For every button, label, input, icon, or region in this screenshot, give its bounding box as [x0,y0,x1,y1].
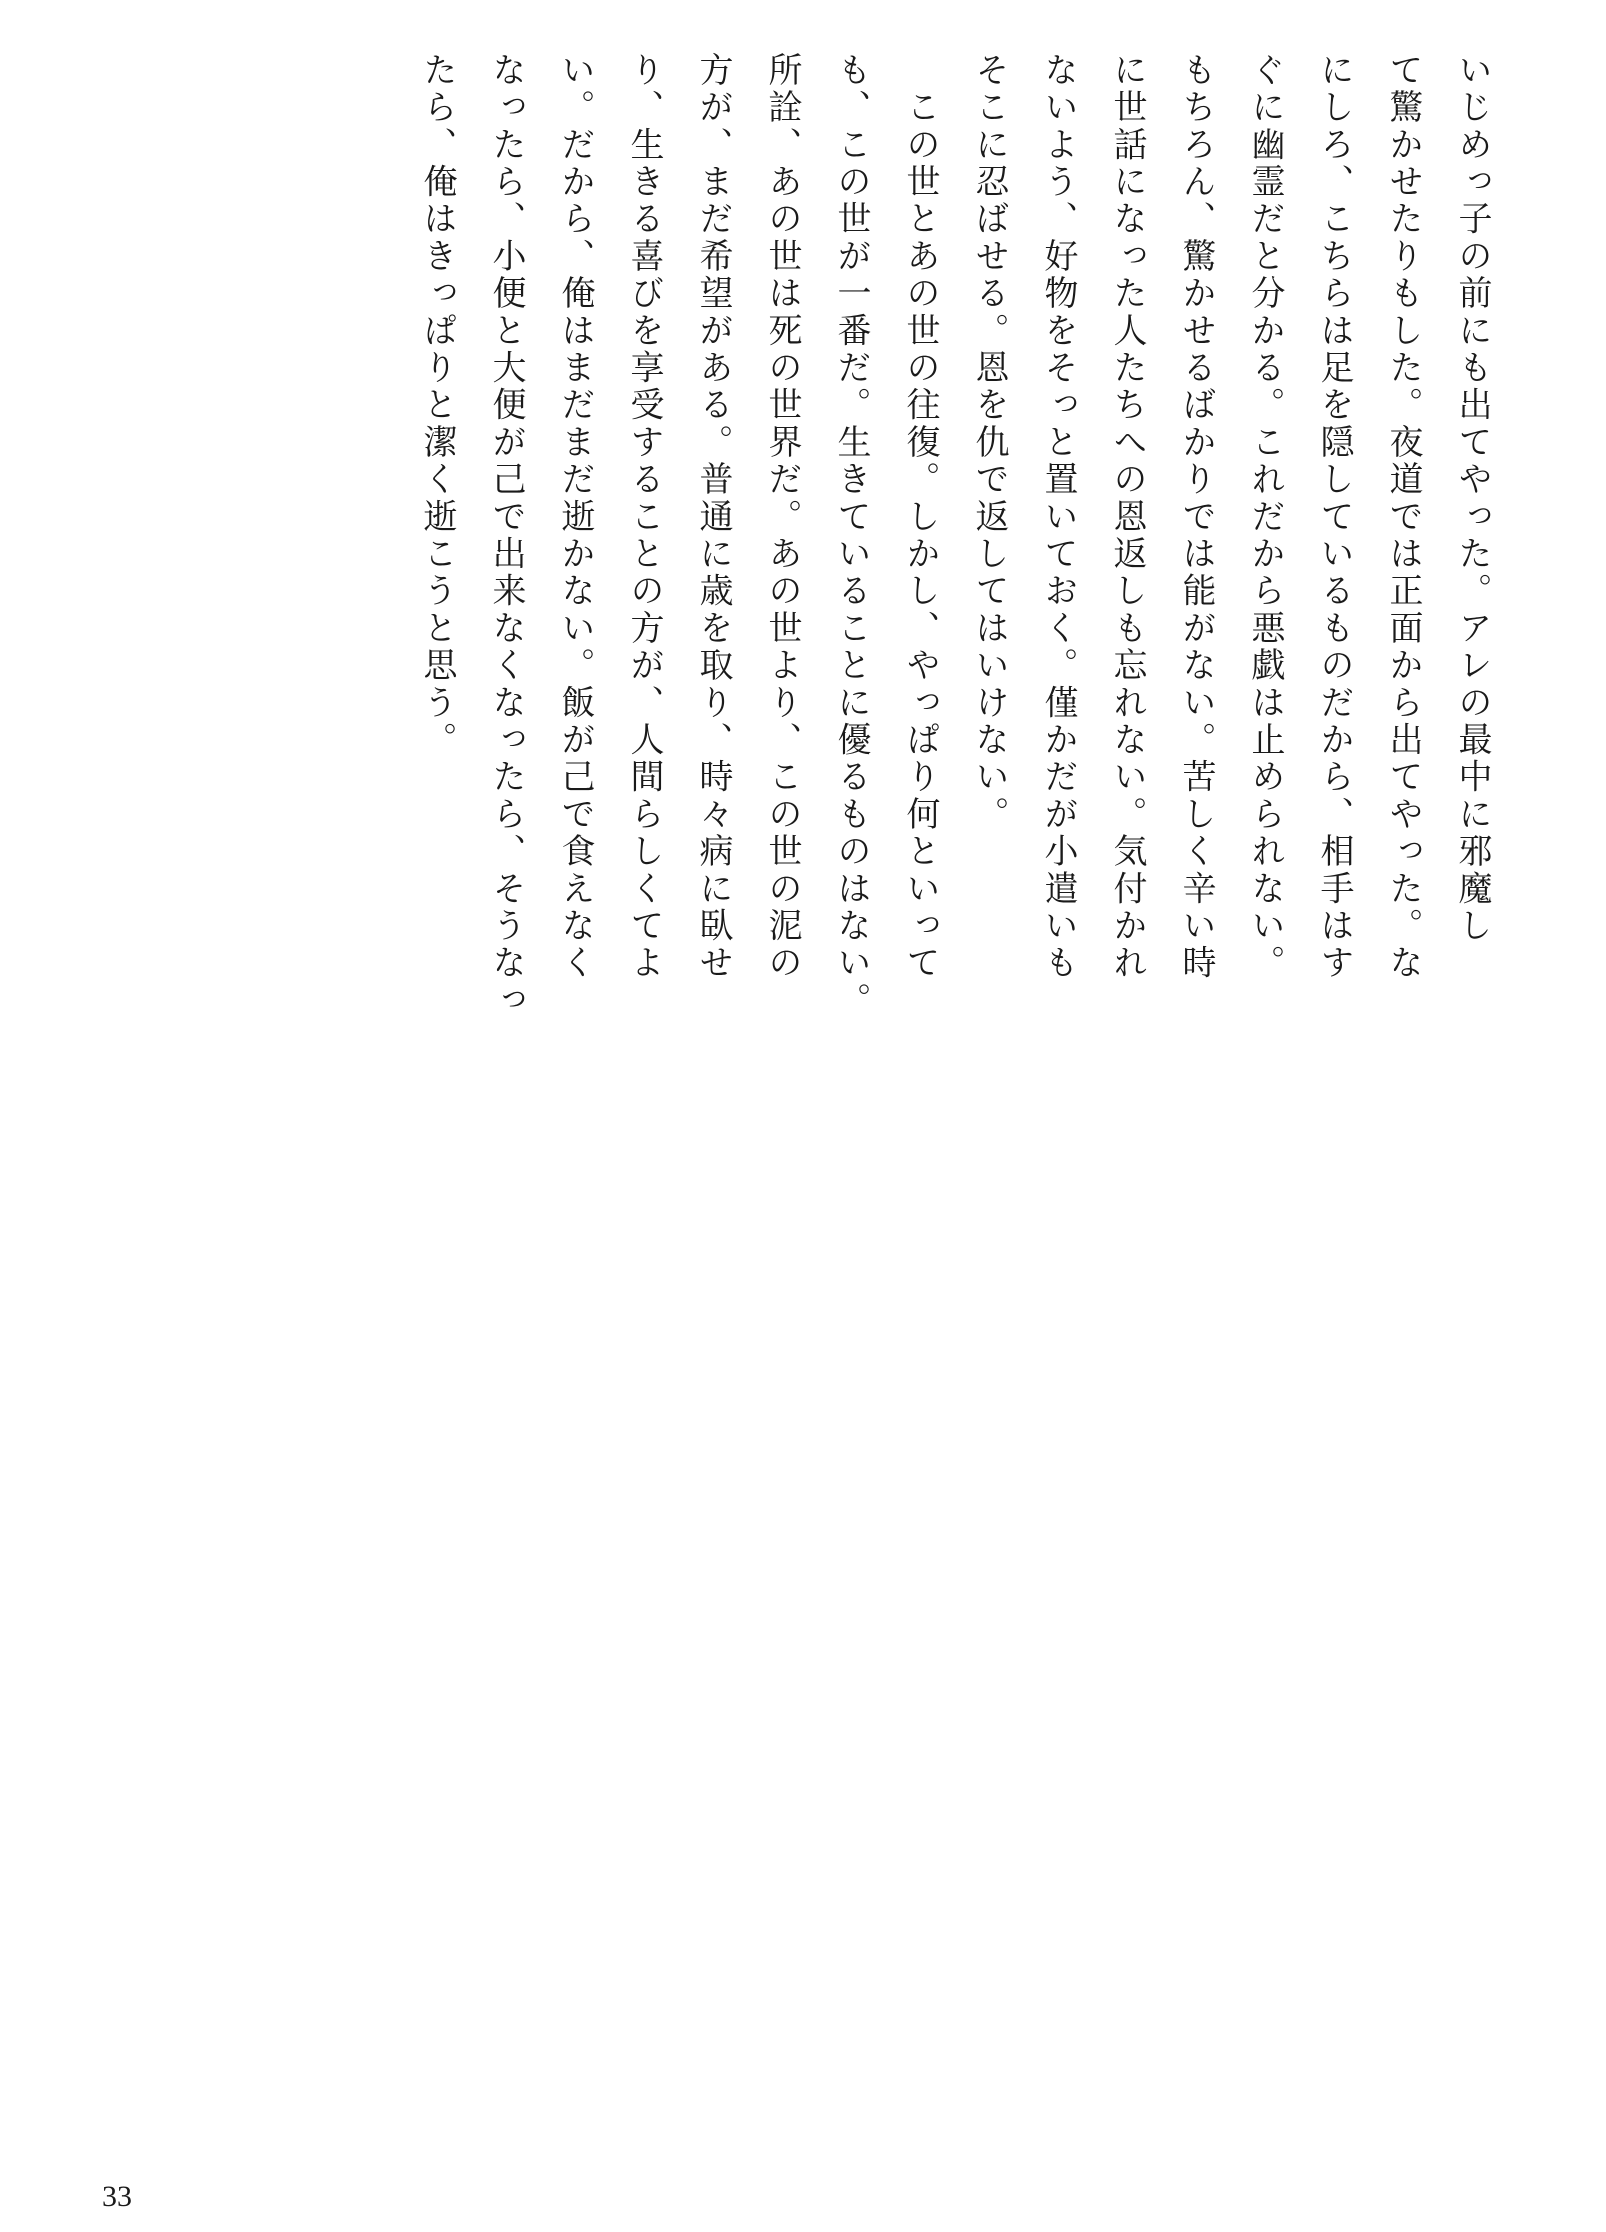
text-line: そこに忍ばせる。恩を仇で返してはいけない。 [969,52,1009,834]
text-line: もちろん、驚かせるばかりでは能がない。苦しく辛い時 [1176,52,1216,982]
text-line: たら、俺はきっぱりと潔く逝こうと思う。 [417,52,457,759]
text-line: も、この世が一番だ。生きていることに優るものはない。 [831,52,871,1020]
text-line: にしろ、こちらは足を隠しているものだから、相手はす [1314,52,1354,982]
text-line: この世とあの世の往復。しかし、やっぱり何といって [900,52,940,982]
text-line: て驚かせたりもした。夜道では正面から出てやった。な [1383,52,1423,982]
text-line: いじめっ子の前にも出てやった。アレの最中に邪魔し [1452,52,1492,945]
text-line: ぐに幽霊だと分かる。これだから悪戯は止められない。 [1245,52,1285,982]
text-line: ないよう、好物をそっと置いておく。僅かだが小遣いも [1038,52,1078,982]
text-line: なったら、小便と大便が己で出来なくなったら、そうなっ [486,52,526,1020]
text-line: 所詮、あの世は死の世界だ。あの世より、この世の泥の [762,52,802,983]
text-line: い。だから、俺はまだまだ逝かない。飯が己で食えなく [555,52,595,982]
text-line: 方が、まだ希望がある。普通に歳を取り、時々病に臥せ [693,52,733,982]
text-line: り、生きる喜びを享受することの方が、人間らしくてよ [624,52,664,982]
vertical-text-block [402,52,1506,1072]
page-number: 33 [102,2180,132,2213]
text-line: に世話になった人たちへの恩返しも忘れない。気付かれ [1107,52,1147,982]
